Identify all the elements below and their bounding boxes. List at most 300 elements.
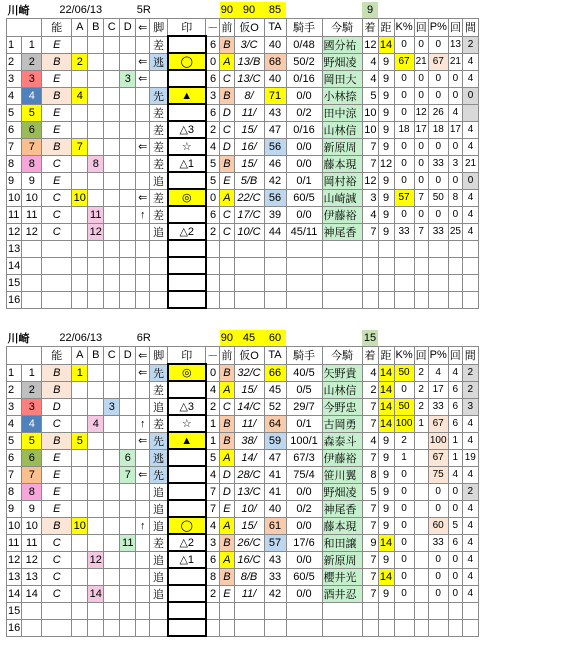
running-style: 差	[150, 381, 168, 398]
provisional-o: 16/C	[234, 551, 264, 568]
p-percent: 33	[428, 155, 448, 172]
p-percent: 50	[428, 189, 448, 206]
column-header: D	[120, 19, 136, 37]
empty-cell	[150, 240, 168, 257]
table-row[interactable]	[7, 568, 479, 585]
rank-c	[104, 172, 120, 189]
empty-cell	[150, 291, 168, 308]
k-percent: 0	[394, 551, 414, 568]
rank-a	[72, 70, 88, 87]
p-count: 13	[448, 36, 462, 53]
rank-c	[104, 534, 120, 551]
current-jockey: 藤本現	[322, 155, 362, 172]
rank-b	[88, 70, 104, 87]
previous-grade: B	[220, 36, 234, 53]
arrow	[136, 87, 150, 104]
empty-cell	[394, 274, 414, 291]
gate-number: 7	[22, 138, 42, 155]
rank-a: 4	[72, 87, 88, 104]
current-jockey: 野畑凌	[322, 483, 362, 500]
empty-cell	[22, 602, 42, 619]
rank-c	[104, 206, 120, 223]
column-header: ⇐	[136, 347, 150, 365]
empty-cell	[22, 291, 42, 308]
distance: 12	[378, 155, 394, 172]
empty-cell	[150, 619, 168, 636]
empty-cell	[168, 274, 206, 291]
previous-grade: B	[220, 364, 234, 381]
table-row[interactable]	[7, 104, 479, 121]
arrow	[136, 223, 150, 240]
prediction-mark: ◎	[168, 189, 206, 206]
interval: 4	[463, 70, 479, 87]
empty-cell	[322, 240, 362, 257]
empty-cell	[104, 602, 120, 619]
empty-cell	[136, 240, 150, 257]
empty-cell	[378, 619, 394, 636]
provisional-o: 15/	[234, 381, 264, 398]
gate-number: 5	[22, 104, 42, 121]
arrow: ↑	[136, 517, 150, 534]
rank-b: 8	[88, 155, 104, 172]
previous-grade: E	[220, 172, 234, 189]
ta-score: 45	[264, 381, 286, 398]
rank-b: 11	[88, 206, 104, 223]
rank-d	[120, 585, 136, 602]
interval: 4	[463, 189, 479, 206]
empty-cell	[428, 257, 448, 274]
p-count: 0	[448, 585, 462, 602]
current-jockey: 山崎誠	[322, 189, 362, 206]
jockey-record: 17/6	[286, 534, 322, 551]
horse-number: 5	[7, 432, 22, 449]
arrow: ↑	[136, 415, 150, 432]
rank-c	[104, 87, 120, 104]
arrow: ⇐	[136, 53, 150, 70]
ta-score: 47	[264, 449, 286, 466]
previous-grade: B	[220, 432, 234, 449]
rank-b	[88, 172, 104, 189]
p-percent: 0	[428, 138, 448, 155]
interval: 4	[463, 206, 479, 223]
empty-cell	[378, 602, 394, 619]
empty-cell	[72, 602, 88, 619]
empty-cell	[286, 240, 322, 257]
prediction-mark: ◎	[168, 364, 206, 381]
interval: 4	[462, 568, 478, 585]
provisional-o: 28/C	[234, 466, 264, 483]
current-jockey: 酒井忍	[322, 585, 362, 602]
table-row[interactable]	[7, 534, 479, 551]
table-row[interactable]	[7, 172, 479, 189]
table-row[interactable]	[7, 87, 479, 104]
p-count: 17	[448, 121, 462, 138]
p-percent: 0	[428, 500, 448, 517]
current-jockey: 田中涼	[322, 104, 362, 121]
prediction-mark: ◯	[168, 53, 206, 70]
table-row-empty	[7, 291, 479, 308]
prediction-mark: △1	[168, 155, 206, 172]
table-row-empty	[7, 257, 479, 274]
jockey-record: 0/5	[286, 381, 322, 398]
table-row[interactable]	[7, 36, 479, 53]
empty-cell	[286, 619, 322, 636]
k-count: 21	[414, 53, 428, 70]
current-jockey: 古岡勇	[322, 415, 362, 432]
jockey-record: 0/0	[286, 483, 322, 500]
horse-number: 2	[7, 53, 22, 70]
k-percent: 0	[394, 483, 414, 500]
empty-cell	[150, 257, 168, 274]
rank-d	[120, 36, 136, 53]
top-distance: 15	[362, 330, 378, 347]
provisional-o: 10/	[234, 500, 264, 517]
gate-number: 13	[22, 568, 42, 585]
empty-cell	[22, 240, 42, 257]
prediction-mark: ◯	[168, 517, 206, 534]
p-percent: 33	[428, 398, 448, 415]
distance: 14	[378, 398, 394, 415]
current-jockey: 今野忠	[322, 398, 362, 415]
rank-b	[88, 381, 104, 398]
rank-b: 12	[88, 551, 104, 568]
ta-score: 44	[264, 223, 286, 240]
column-header: 仮O	[234, 347, 264, 365]
running-style: 先	[150, 87, 168, 104]
finish: 12	[362, 172, 378, 189]
empty-cell	[104, 240, 120, 257]
prediction-mark	[168, 449, 206, 466]
rank-c	[104, 483, 120, 500]
running-style: 追	[150, 398, 168, 415]
jockey-record: 60/5	[286, 568, 322, 585]
provisional-o: 14/C	[234, 398, 264, 415]
prediction-mark	[168, 36, 206, 53]
rank-d	[120, 138, 136, 155]
mark-number: 0	[206, 364, 220, 381]
running-style: 差	[150, 138, 168, 155]
empty-cell	[362, 240, 378, 257]
finish: 7	[362, 449, 378, 466]
prediction-mark	[168, 585, 206, 602]
empty-cell	[362, 619, 378, 636]
table-row[interactable]	[7, 364, 479, 381]
rank-b	[88, 483, 104, 500]
mark-number: 5	[206, 155, 220, 172]
gate-number: 7	[22, 466, 42, 483]
column-header: 印	[168, 347, 206, 365]
p-count: 0	[448, 500, 462, 517]
empty-cell	[88, 619, 104, 636]
column-header: 回	[414, 347, 428, 365]
ta-score: 56	[264, 138, 286, 155]
table-row[interactable]	[7, 121, 479, 138]
rank-c	[104, 568, 120, 585]
table-row[interactable]	[7, 70, 479, 87]
k-count: 0	[414, 70, 428, 87]
ta-score: 40	[264, 36, 286, 53]
table-row[interactable]	[7, 381, 479, 398]
provisional-o: 15/	[234, 517, 264, 534]
empty-cell	[104, 619, 120, 636]
k-count	[414, 568, 428, 585]
venue-label: 川崎	[7, 5, 30, 17]
rank-a	[72, 551, 88, 568]
p-count: 25	[448, 223, 462, 240]
rank-d	[120, 483, 136, 500]
rank-c	[104, 585, 120, 602]
column-header: P%	[428, 347, 448, 365]
ta-score: 39	[264, 206, 286, 223]
p-percent: 33	[428, 534, 448, 551]
interval: 0	[463, 87, 479, 104]
p-count: 6	[448, 415, 462, 432]
rank-c	[104, 138, 120, 155]
ability-rank: E	[42, 500, 72, 517]
current-jockey: 矢野貴	[322, 364, 362, 381]
running-style: 差	[150, 534, 168, 551]
k-count: 2	[414, 398, 428, 415]
rank-d	[120, 398, 136, 415]
horse-number: 8	[7, 483, 22, 500]
table-row[interactable]	[7, 585, 479, 602]
distance: 9	[378, 104, 394, 121]
distance: 9	[378, 551, 394, 568]
ta-score: 66	[264, 364, 286, 381]
mark-number: 7	[206, 483, 220, 500]
empty-cell	[286, 602, 322, 619]
jockey-record: 100/1	[286, 432, 322, 449]
finish: 3	[362, 189, 378, 206]
empty-cell	[220, 291, 234, 308]
mark-number: 4	[206, 517, 220, 534]
table-row[interactable]	[7, 223, 479, 240]
rank-b: 12	[88, 223, 104, 240]
table-row[interactable]	[7, 483, 479, 500]
previous-grade: E	[220, 585, 234, 602]
ta-score: 40	[264, 70, 286, 87]
provisional-o: 22/C	[234, 189, 264, 206]
running-style	[150, 70, 168, 87]
ability-rank: E	[42, 483, 72, 500]
k-count: 2	[414, 381, 428, 398]
p-count: 0	[448, 172, 462, 189]
empty-cell	[448, 291, 462, 308]
k-percent: 2	[394, 432, 414, 449]
column-header: 着	[362, 19, 378, 37]
empty-cell	[234, 257, 264, 274]
provisional-o: 32/C	[234, 364, 264, 381]
rank-d	[120, 121, 136, 138]
p-percent: 33	[428, 223, 448, 240]
k-count	[414, 551, 428, 568]
empty-cell	[322, 257, 362, 274]
rank-b	[88, 500, 104, 517]
ability-rank: B	[42, 138, 72, 155]
rank-b	[88, 53, 104, 70]
table-row[interactable]	[7, 449, 479, 466]
empty-cell	[322, 602, 362, 619]
rank-c	[104, 155, 120, 172]
table-row[interactable]	[7, 415, 479, 432]
ability-rank: E	[42, 449, 72, 466]
empty-cell	[264, 274, 286, 291]
previous-grade: B	[220, 415, 234, 432]
empty-cell	[362, 602, 378, 619]
empty-cell	[220, 619, 234, 636]
empty-cell	[463, 240, 479, 257]
empty-cell	[168, 291, 206, 308]
k-count: 2	[414, 364, 428, 381]
arrow	[136, 551, 150, 568]
k-percent: 100	[394, 415, 414, 432]
k-count	[414, 432, 428, 449]
distance: 9	[378, 189, 394, 206]
p-count: 1	[448, 449, 462, 466]
column-header: TA	[264, 19, 286, 37]
running-style: 逃	[150, 449, 168, 466]
p-count: 6	[448, 381, 462, 398]
gate-number: 12	[22, 551, 42, 568]
finish: 7	[362, 415, 378, 432]
column-header: 距	[378, 19, 394, 37]
horse-number: 6	[7, 121, 22, 138]
provisional-o: 13/B	[234, 53, 264, 70]
rank-d	[120, 223, 136, 240]
prediction-mark: ☆	[168, 138, 206, 155]
previous-grade: C	[220, 223, 234, 240]
mark-number: 5	[206, 172, 220, 189]
empty-cell	[286, 257, 322, 274]
empty-cell	[104, 291, 120, 308]
finish: 4	[362, 206, 378, 223]
horse-number: 16	[7, 619, 22, 636]
p-percent: 0	[428, 87, 448, 104]
p-percent: 0	[428, 483, 448, 500]
table-row[interactable]	[7, 138, 479, 155]
ta-score: 61	[264, 517, 286, 534]
rank-b	[88, 364, 104, 381]
k-percent: 0	[394, 381, 414, 398]
distance: 14	[378, 381, 394, 398]
running-style: 逃	[150, 53, 168, 70]
rank-a	[72, 381, 88, 398]
mark-number: 1	[206, 415, 220, 432]
empty-cell	[394, 602, 414, 619]
empty-cell	[88, 240, 104, 257]
table-row[interactable]	[7, 155, 479, 172]
empty-cell	[72, 240, 88, 257]
empty-cell	[42, 240, 72, 257]
p-percent: 67	[428, 53, 448, 70]
current-jockey: 山林信	[322, 381, 362, 398]
column-header: A	[72, 19, 88, 37]
jockey-record: 0/0	[286, 206, 322, 223]
table-row[interactable]	[7, 189, 479, 206]
rank-b	[88, 466, 104, 483]
k-count: 0	[414, 206, 428, 223]
spacer	[286, 2, 362, 19]
finish: 5	[362, 87, 378, 104]
k-percent: 0	[394, 70, 414, 87]
column-header: 印	[168, 19, 206, 37]
rank-a	[72, 206, 88, 223]
finish: 12	[362, 36, 378, 53]
rank-c	[104, 466, 120, 483]
rank-d	[120, 568, 136, 585]
jockey-record: 0/2	[286, 500, 322, 517]
provisional-o: 10/C	[234, 223, 264, 240]
prediction-mark	[168, 172, 206, 189]
provisional-o: 15/	[234, 121, 264, 138]
jockey-record: 0/1	[286, 415, 322, 432]
jockey-record: 60/5	[286, 189, 322, 206]
empty-cell	[136, 291, 150, 308]
table-row[interactable]	[7, 432, 479, 449]
table-row[interactable]	[7, 53, 479, 70]
jockey-record: 0/16	[286, 70, 322, 87]
ta-score: 64	[264, 415, 286, 432]
k-percent: 0	[394, 500, 414, 517]
table-row[interactable]	[7, 500, 479, 517]
spacer	[168, 330, 220, 347]
ability-rank: E	[42, 121, 72, 138]
distance: 14	[378, 534, 394, 551]
ta-score: 42	[264, 585, 286, 602]
table-row[interactable]	[7, 466, 479, 483]
previous-grade: A	[220, 189, 234, 206]
horse-number: 10	[7, 189, 22, 206]
interval: 3	[462, 398, 478, 415]
table-row[interactable]	[7, 398, 479, 415]
gate-number: 2	[22, 381, 42, 398]
empty-cell	[220, 240, 234, 257]
column-header: 間	[462, 347, 478, 365]
empty-cell	[120, 291, 136, 308]
horse-number: 14	[7, 257, 22, 274]
k-count	[414, 585, 428, 602]
empty-cell	[42, 291, 72, 308]
distance: 9	[378, 206, 394, 223]
table-row[interactable]	[7, 551, 479, 568]
rank-d	[120, 364, 136, 381]
column-header: B	[88, 19, 104, 37]
distance: 9	[378, 500, 394, 517]
table-row[interactable]	[7, 517, 479, 534]
table-row[interactable]	[7, 206, 479, 223]
race-table	[6, 2, 479, 309]
rank-c	[104, 189, 120, 206]
current-jockey: 伊藤裕	[322, 449, 362, 466]
empty-cell	[428, 240, 448, 257]
distance: 14	[378, 568, 394, 585]
k-count: 0	[414, 87, 428, 104]
empty-cell	[428, 619, 448, 636]
empty-cell	[394, 291, 414, 308]
ability-rank: B	[42, 432, 72, 449]
rank-a	[72, 104, 88, 121]
k-count: 0	[414, 155, 428, 172]
empty-cell	[206, 240, 220, 257]
finish: 10	[362, 104, 378, 121]
mark-number: 3	[206, 534, 220, 551]
prediction-mark: △3	[168, 121, 206, 138]
ability-rank: E	[42, 466, 72, 483]
rank-b	[88, 189, 104, 206]
k-count	[414, 517, 428, 534]
horse-number: 16	[7, 291, 22, 308]
empty-cell	[120, 240, 136, 257]
